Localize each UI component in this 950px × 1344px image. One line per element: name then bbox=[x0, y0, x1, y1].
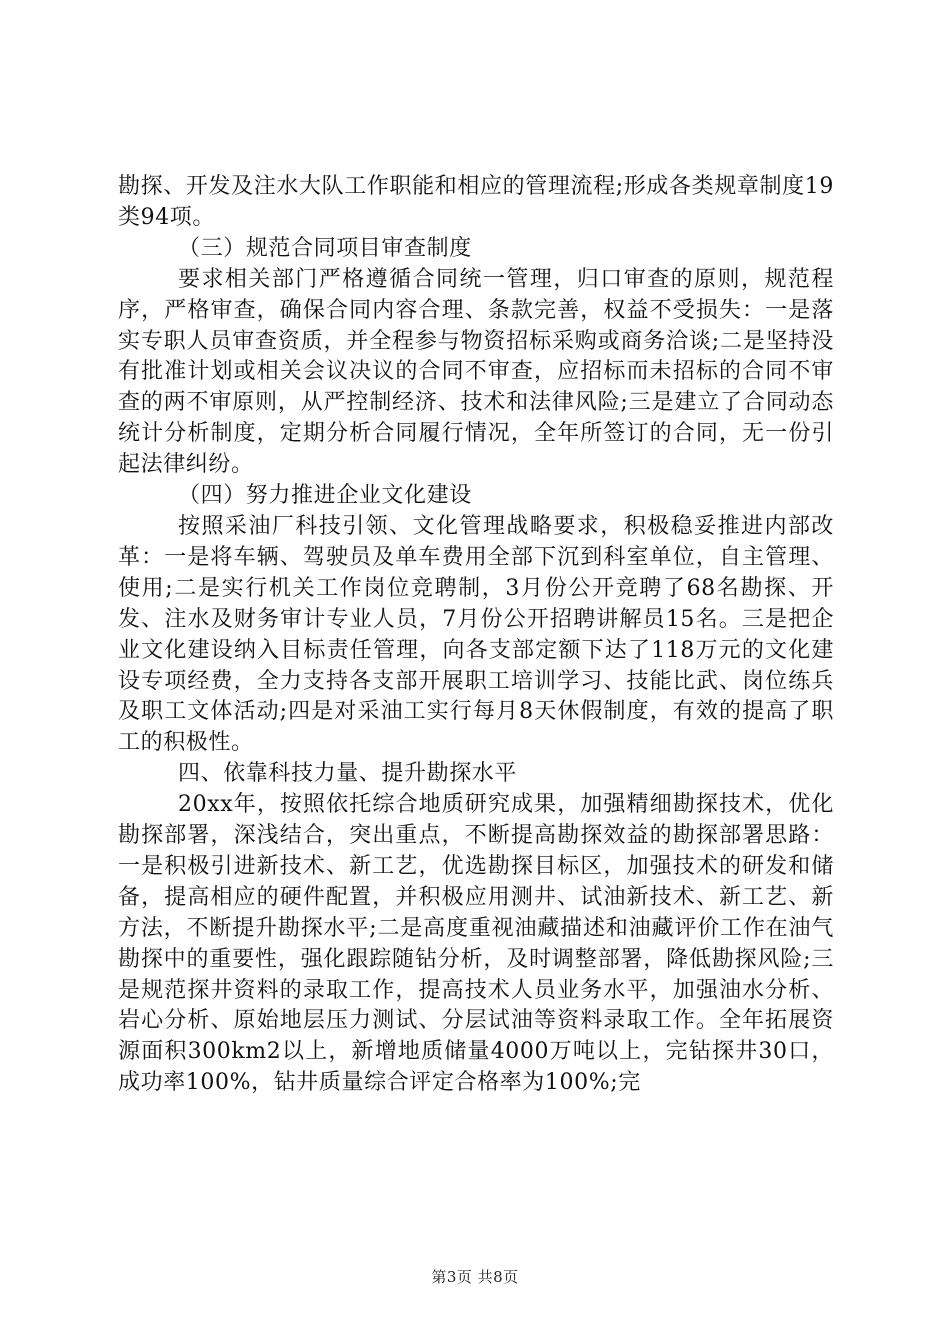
paragraph-corporate-culture: 按照采油厂科技引领、文化管理战略要求，积极稳妥推进内部改革：一是将车辆、驾驶员及单车费用全部下沉到科室单位，自主管理、使用;二是实行机关工作岗位竞聘制，3月份公开竞聘了68名勘探、开发、注水及财务审计专业人员，7月份公开招聘讲解员15名。三是把企业文化建设纳入目标责任管理，向各支部定额下达了118万元的文化建设专项经费，全力支持各支部开展职工培训学习、技能比武、岗位练兵及职工文体活动;四是对采油工实行每月8天休假制度，有效的提高了职工的积极性。 bbox=[118, 513, 834, 756]
paragraph-contract-review: 要求相关部门严格遵循合同统一管理，归口审查的原则，规范程序，严格审查，确保合同内容合理、条款完善，权益不受损失：一是落实专职人员审查资质，并全程参与物资招标采购或商务洽谈;二是坚持没有批准计划或相关会议决议的合同不审查，应招标而未招标的合同不审查的两不审原则，从严控制经济、技术和法律风险;三是建立了合同动态统计分析制度，定期分析合同履行情况，全年所签订的合同，无一份引起法律纠纷。 bbox=[118, 266, 834, 478]
paragraph-exploration: 20xx年，按照依托综合地质研究成果，加强精细勘探技术，优化勘探部署，深浅结合，突出重点，不断提高勘探效益的勘探部署思路：一是积极引进新技术、新工艺，优选勘探目标区，加强技术的研发和储备，提高相应的硬件配置，并积极应用测井、试油新技术、新工艺、新方法，不断提升勘探水平;二是高度重视油藏描述和油藏评价工作在油气勘探中的重要性，强化跟踪随钻分析，及时调整部署，降低勘探风险;三是规范探井资料的录取工作，提高技术人员业务水平，加强油水分析、岩心分析、原始地层压力测试、分层试油等资料录取工作。全年拓展资源面积300km2以上，新增地质储量4000万吨以上，完钻探井30口，成功率100%，钻井质量综合评定合格率为100%;完 bbox=[118, 792, 834, 1096]
section-heading-exploration: 四、依靠科技力量、提升勘探水平 bbox=[178, 761, 518, 787]
page-number-footer: 第3页 共8页 bbox=[431, 1268, 519, 1286]
section-heading-corporate-culture: （四）努力推进企业文化建设 bbox=[178, 483, 472, 509]
paragraph-continuation: 勘探、开发及注水大队工作职能和相应的管理流程;形成各类规章制度19类94项。 bbox=[118, 174, 834, 230]
document-body bbox=[118, 172, 834, 1099]
section-heading-contract-review: （三）规范合同项目审查制度 bbox=[178, 235, 472, 261]
